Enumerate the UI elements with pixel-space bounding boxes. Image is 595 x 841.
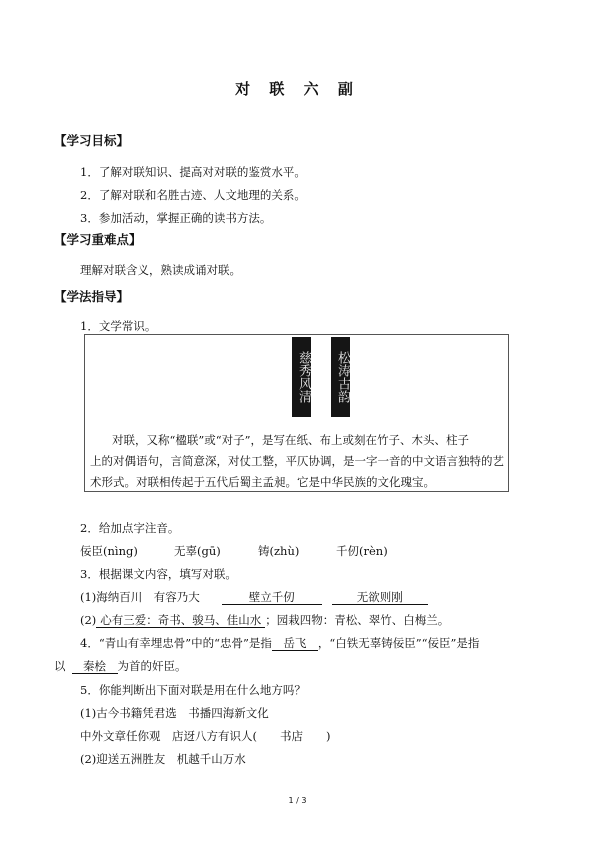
section-heading-method: 【学法指导】 <box>54 289 130 304</box>
goal-item-2: 2．了解对联和名胜古迹、人文地理的关系。 <box>80 188 306 202</box>
question-4-line-1 <box>80 635 479 651</box>
pinyin-4: 千仞(rèn) <box>336 544 388 558</box>
question-3-line-2 <box>80 612 449 628</box>
goal-item-1: 1．了解对联知识、提高对对联的鉴赏水平。 <box>80 165 306 179</box>
goal-item-3: 3．参加活动，掌握正确的读书方法。 <box>80 211 272 225</box>
page-title: 对 联 六 副 <box>235 80 360 98</box>
question-3: 3．根据课文内容，填写对联。 <box>80 567 237 581</box>
q4-blank-2: 秦桧 <box>72 659 118 674</box>
q4-line2-suffix: 为首的奸臣。 <box>117 659 187 673</box>
q3-blank-1: 壁立千仞 <box>222 590 322 605</box>
pinyin-3: 铸(zhù) <box>258 544 300 558</box>
section-heading-goals: 【学习目标】 <box>54 133 130 148</box>
key-points-text: 理解对联含义，熟读成诵对联。 <box>80 263 241 277</box>
page-number: 1 / 3 <box>288 796 307 805</box>
q4-part1: 4．“青山有幸埋忠骨”中的“忠骨”是指 <box>80 636 272 650</box>
q3-line2-suffix: ；园栽四物：青松、翠竹、白梅兰。 <box>265 613 450 627</box>
question-5-2: (2)迎送五洲胜友 机越千山万水 <box>80 752 246 766</box>
couplet-right-strip: 松涛古韵 <box>331 337 350 417</box>
question-5-1-line-b: 中外文章任你观 店迓八方有识人( 书店 ) <box>80 729 331 743</box>
question-5: 5．你能判断出下面对联是用在什么地方吗？ <box>80 683 306 697</box>
couplet-left-strip: 慈秀风清 <box>292 337 311 417</box>
box-text-line-2: 上的对偶语句，言简意深，对仗工整，平仄协调，是一字一音的中文语言独特的艺 <box>90 454 504 468</box>
q3-blank-2: 无欲则刚 <box>332 590 428 605</box>
question-3-line-1 <box>80 589 428 605</box>
question-5-1-line-a: (1)古今书籍凭君选 书播四海新文化 <box>80 706 269 720</box>
couplet-image <box>284 337 350 417</box>
q4-blank-1: 岳飞 <box>272 636 318 651</box>
question-4-line-2 <box>54 658 187 674</box>
section-heading-key-points: 【学习重难点】 <box>54 232 142 247</box>
q3-line1-prefix: (1)海纳百川 有容乃大 <box>80 590 200 604</box>
q3-blank-3: 心有三爱：奇书、骏马、佳山水 <box>96 613 265 628</box>
pinyin-1: 佞臣(nìng) <box>80 544 138 558</box>
question-2: 2．给加点字注音。 <box>80 521 180 535</box>
box-text-line-3: 术形式。对联相传起于五代后蜀主孟昶。它是中华民族的文化瑰宝。 <box>90 475 435 489</box>
box-text-line-1: 对联，又称“楹联”或“对子”，是写在纸、布上或刻在竹子、木头、柱子 <box>112 433 470 447</box>
q3-line2-prefix: (2) <box>80 613 97 627</box>
q4-part2: ，“白铁无辜铸佞臣”“佞臣”是指 <box>317 636 480 650</box>
question-1: 1．文学常识。 <box>80 319 157 333</box>
pinyin-2: 无辜(gū) <box>174 544 221 558</box>
q4-line2-prefix: 以 <box>54 659 66 673</box>
